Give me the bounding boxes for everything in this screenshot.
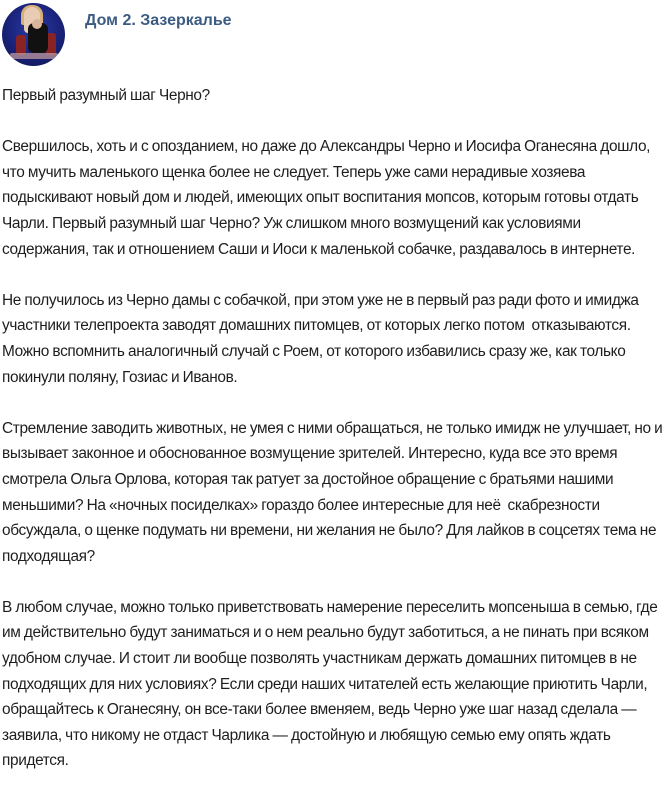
post-headline: Первый разумный шаг Черно? [2, 87, 210, 104]
avatar-image-detail [16, 35, 26, 55]
post-paragraph: Свершилось, хоть и с опозданием, но даже до Александры Черно и Иосифа Оганесяна дошло, что мучить маленького щенка более не следует. Теперь уже сами нерадивые хозяева подыскивают новый дом и людей, имеющих опыт воспитания мопсов, которым готовы отдать Чарли. Первый разумный шаг Черно? Уж слишком много возмущений как условиями содержания, так и отношением Саши и Иоси к маленькой собачке, раздавалось в интернете. [2, 138, 654, 258]
post-paragraph: В любом случае, можно только приветствовать намерение переселить мопсеныша в семью, где им действительно будут заниматься и о нем реально будут заботиться, а не пинать при всяком удобном случае. И стоит ли вообще позволять участникам держать домашних питомцев в не подходящих для них условиях? Если среди наших читателей есть желающие приютить Чарли, обращайтесь к Оганесяну, он все-таки более вменяем, ведь Черно уже шаг назад сделала — заявила, что никому не отдаст Чарлика — достойную и любящую семью ему опять ждать придется. [2, 598, 661, 770]
group-avatar[interactable] [2, 3, 65, 66]
post-body [2, 83, 668, 800]
avatar-image-detail [10, 53, 58, 59]
post-paragraph: Стремление заводить животных, не умея с ними обращаться, не только имидж не улучшает, но и вызывает законное и обоснованное возмущение зрителей. Интересно, куда все это время смотрела Ольга Орлова, которая так ратует за достойное обращение с братьями нашими меньшими? На «ночных посиделках» гораздо более интересные для неё скабрезности обсуждала, о щенке подумать ни времени, ни желания не было? Для лайков в соцсетях тема не подходящая? [2, 419, 666, 565]
post-header [0, 0, 670, 70]
avatar-image-detail [32, 19, 42, 29]
post-paragraph: Не получилось из Черно дамы с собачкой, при этом уже не в первый раз ради фото и имиджа участники телепроекта заводят домашних питомцев, от которых легко потом отказываются. Можно вспомнить аналогичный случай с Роем, от которого избавились сразу же, как только покинули поляну, Гозиас и Иванов. [2, 291, 643, 386]
group-title-link[interactable]: Дом 2. Зазеркалье [85, 12, 232, 29]
